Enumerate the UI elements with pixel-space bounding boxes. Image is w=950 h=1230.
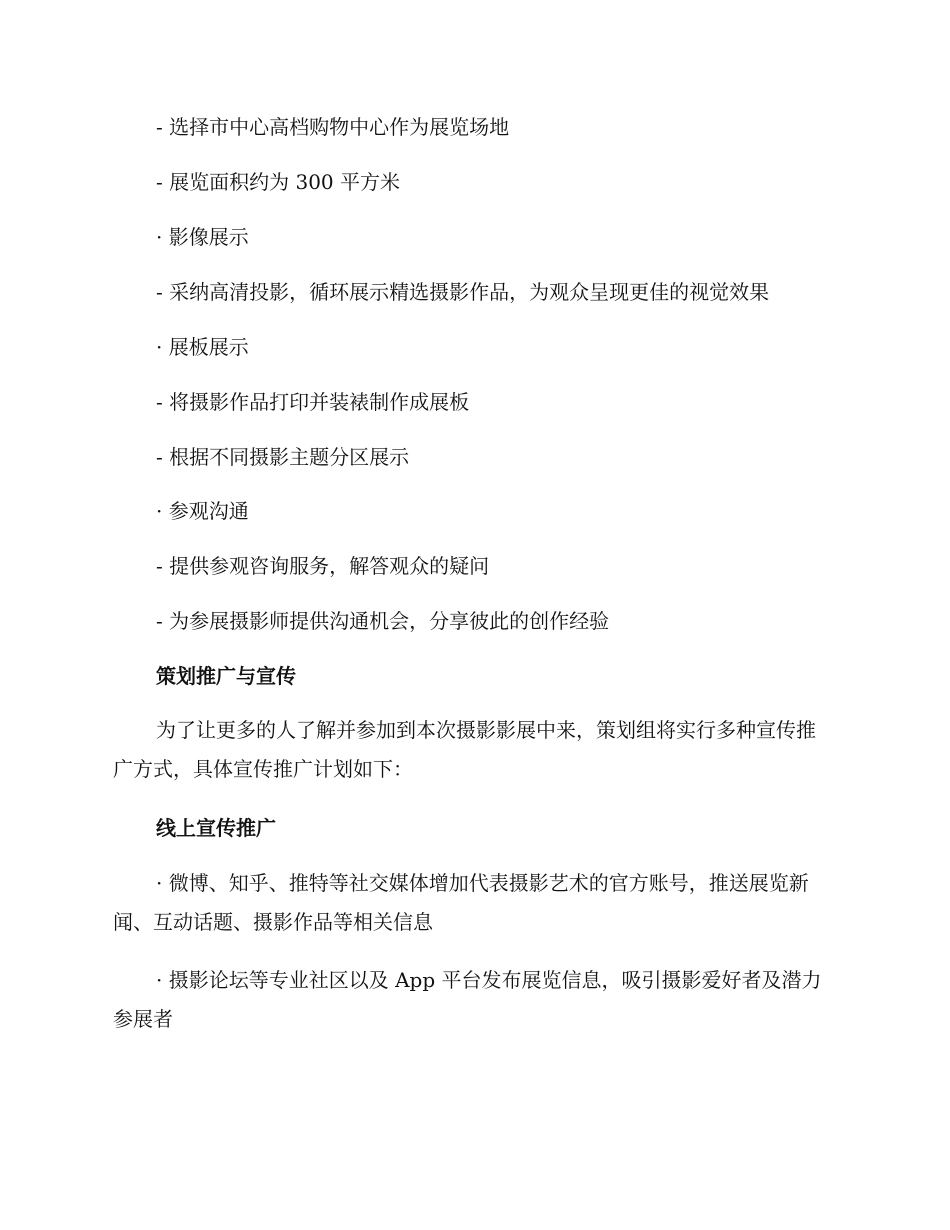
paragraph-promotion-intro: 为了让更多的人了解并参加到本次摄影影展中来，策划组将实行多种宣传推广方式，具体宣传推广计划如下： <box>113 718 816 781</box>
paragraph-social-media: · 微博、知乎、推特等社交媒体增加代表摄影艺术的官方账号，推送展览新闻、互动话题、摄影作品等相关信息 <box>113 871 809 934</box>
list-item-venue: - 选择市中心高档购物中心作为展览场地 <box>156 115 510 139</box>
list-item-board-display: · 展板展示 <box>156 335 249 359</box>
list-item-projection: - 采纳高清投影，循环展示精选摄影作品，为观众呈现更佳的视觉效果 <box>156 280 770 304</box>
list-item-zone-display: - 根据不同摄影主题分区展示 <box>156 445 410 469</box>
list-item-area: - 展览面积约为 300 平方米 <box>156 170 401 194</box>
list-item-print-mount: - 将摄影作品打印并装裱制作成展板 <box>156 390 470 414</box>
paragraph-forums-app: · 摄影论坛等专业社区以及 App 平台发布展览信息，吸引摄影爱好者及潜力参展者 <box>113 968 822 1031</box>
section-heading-online: 线上宣传推广 <box>156 816 276 840</box>
list-item-photographer-exchange: - 为参展摄影师提供沟通机会，分享彼此的创作经验 <box>156 609 610 633</box>
list-item-consulting: - 提供参观咨询服务，解答观众的疑问 <box>156 554 490 578</box>
list-item-image-display: · 影像展示 <box>156 225 249 249</box>
list-item-visit-communication: · 参观沟通 <box>156 499 249 523</box>
section-heading-promotion: 策划推广与宣传 <box>156 664 296 688</box>
